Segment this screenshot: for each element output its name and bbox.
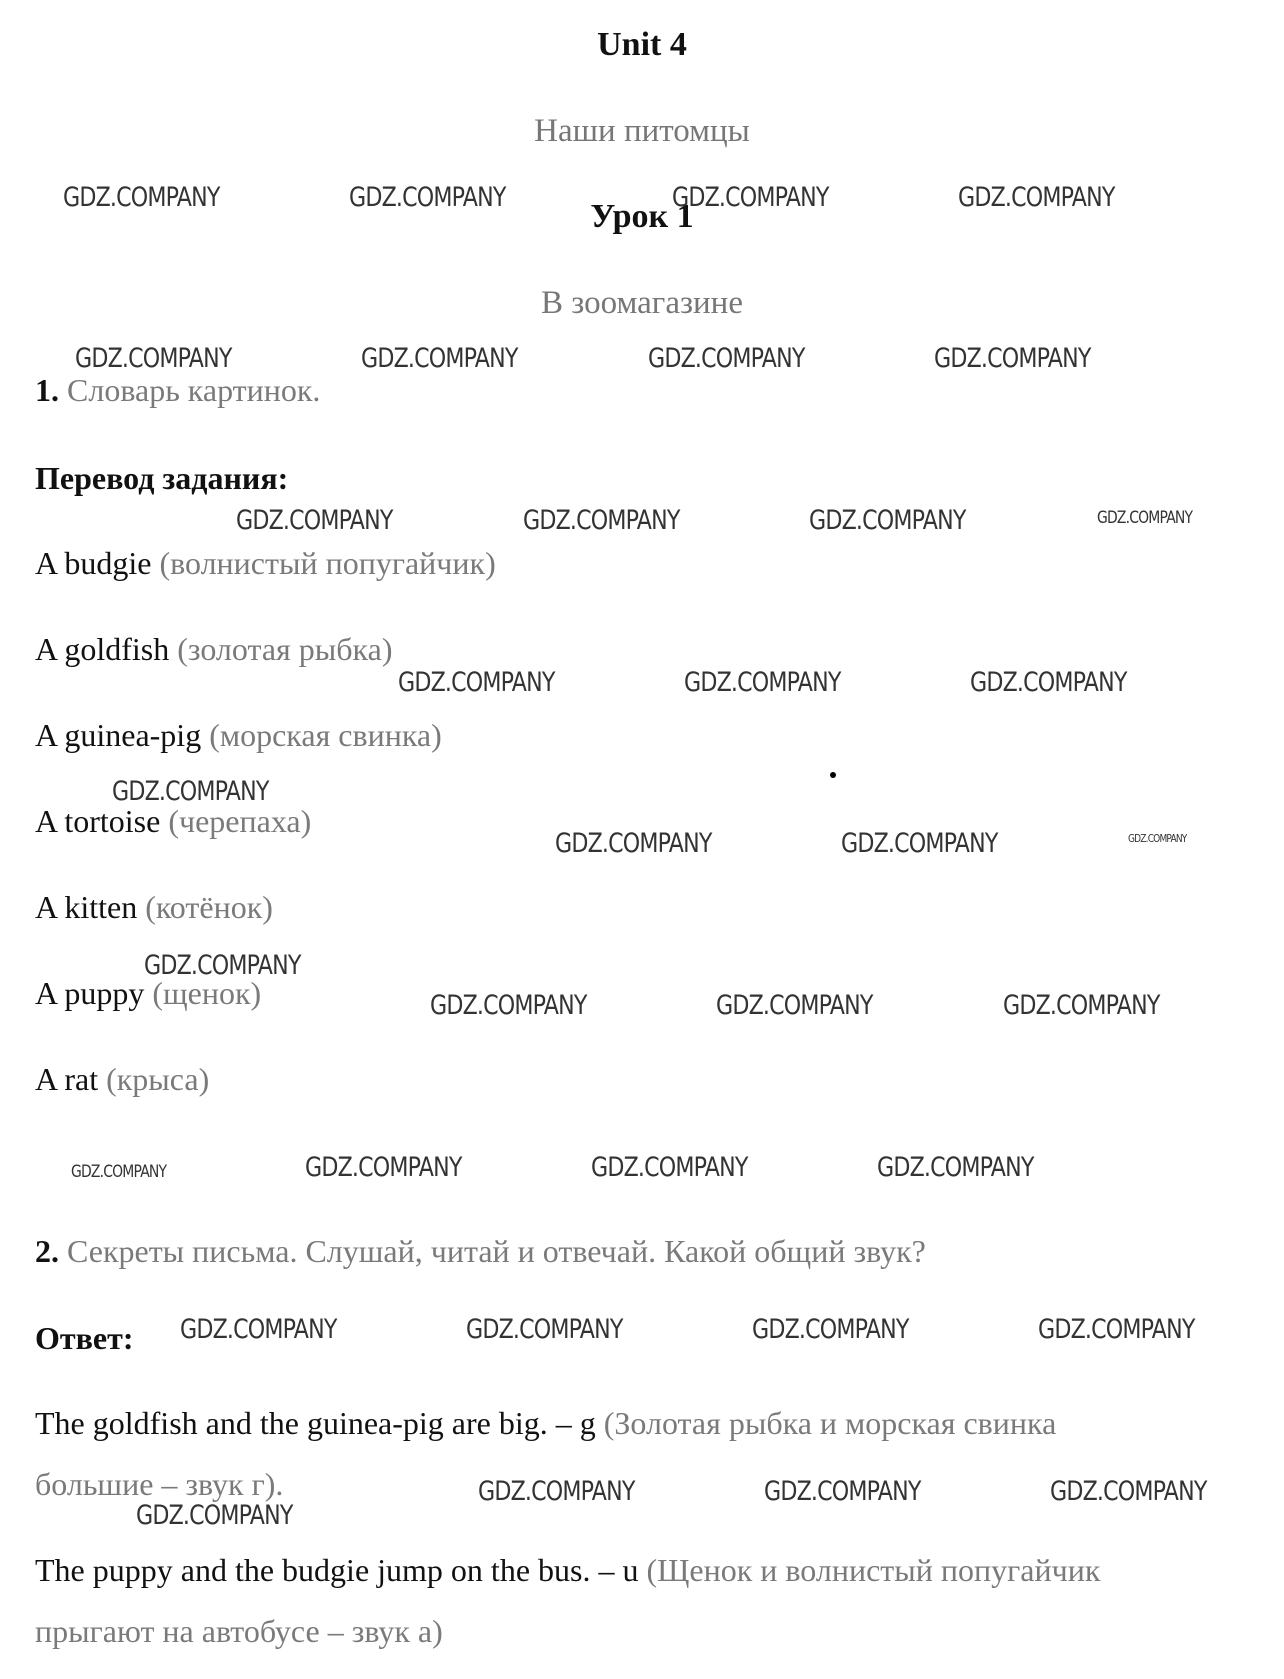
vocab-item bbox=[35, 889, 273, 926]
vocab-en: A rat bbox=[35, 1061, 99, 1097]
vocab-en: A puppy bbox=[35, 975, 145, 1011]
answer-line bbox=[35, 1552, 1100, 1589]
watermark: GDZ.COMPANY bbox=[1097, 508, 1193, 528]
watermark: GDZ.COMPANY bbox=[478, 1476, 635, 1507]
vocab-item bbox=[35, 717, 442, 754]
answer-ru-continued: прыгают на автобусе – звук а) bbox=[35, 1613, 443, 1649]
lesson-subtitle: В зоомагазине bbox=[541, 285, 743, 321]
watermark: GDZ.COMPANY bbox=[648, 343, 805, 374]
answer-en: The goldfish and the guinea-pig are big. – g bbox=[35, 1405, 596, 1441]
task1-heading bbox=[35, 372, 320, 409]
watermark: GDZ.COMPANY bbox=[934, 343, 1091, 374]
vocab-en: A guinea-pig bbox=[35, 717, 202, 753]
watermark: GDZ.COMPANY bbox=[841, 828, 998, 859]
vocab-ru: (крыса) bbox=[106, 1061, 210, 1097]
watermark: GDZ.COMPANY bbox=[1038, 1314, 1195, 1345]
task1-number: 1. bbox=[35, 372, 59, 408]
watermark: GDZ.COMPANY bbox=[466, 1314, 623, 1345]
watermark: GDZ.COMPANY bbox=[349, 182, 506, 213]
watermark: GDZ.COMPANY bbox=[555, 828, 712, 859]
watermark: GDZ.COMPANY bbox=[764, 1476, 921, 1507]
watermark: GDZ.COMPANY bbox=[877, 1152, 1034, 1183]
vocab-en: A kitten bbox=[35, 889, 138, 925]
vocab-en: A goldfish bbox=[35, 631, 170, 667]
answer-ru: (Золотая рыбка и морская свинка bbox=[603, 1405, 1057, 1441]
watermark: GDZ.COMPANY bbox=[71, 1162, 167, 1182]
watermark: GDZ.COMPANY bbox=[63, 182, 220, 213]
unit-subtitle: Наши питомцы bbox=[534, 113, 750, 149]
answer-line bbox=[35, 1405, 1056, 1442]
watermark: GDZ.COMPANY bbox=[684, 667, 841, 698]
vocab-ru: (морская свинка) bbox=[209, 717, 442, 753]
watermark: GDZ.COMPANY bbox=[1050, 1476, 1207, 1507]
watermark: GDZ.COMPANY bbox=[144, 950, 301, 981]
watermark: GDZ.COMPANY bbox=[236, 505, 393, 536]
vocab-ru: (щенок) bbox=[152, 975, 262, 1011]
watermark: GDZ.COMPANY bbox=[180, 1314, 337, 1345]
vocab-item bbox=[35, 545, 496, 582]
watermark: GDZ.COMPANY bbox=[398, 667, 555, 698]
watermark: GDZ.COMPANY bbox=[523, 505, 680, 536]
watermark: GDZ.COMPANY bbox=[970, 667, 1127, 698]
watermark: GDZ.COMPANY bbox=[591, 1152, 748, 1183]
vocab-en: A budgie bbox=[35, 545, 152, 581]
vocab-ru: (золотая рыбка) bbox=[177, 631, 393, 667]
task1-text: Словарь картинок. bbox=[67, 372, 321, 408]
watermark: GDZ.COMPANY bbox=[430, 990, 587, 1021]
vocab-item bbox=[35, 803, 311, 840]
vocab-ru: (котёнок) bbox=[145, 889, 273, 925]
answer-ru: (Щенок и волнистый попугайчик bbox=[646, 1552, 1101, 1588]
stray-dot bbox=[830, 772, 836, 778]
vocab-item bbox=[35, 1061, 209, 1098]
watermark: GDZ.COMPANY bbox=[958, 182, 1115, 213]
task2-heading bbox=[35, 1233, 926, 1270]
vocab-item bbox=[35, 631, 392, 668]
lesson-title: Урок 1 bbox=[590, 198, 694, 235]
watermark: GDZ.COMPANY bbox=[361, 343, 518, 374]
vocab-ru: (волнистый попугайчик) bbox=[159, 545, 496, 581]
watermark: GDZ.COMPANY bbox=[136, 1500, 293, 1531]
watermark: GDZ.COMPANY bbox=[112, 776, 269, 807]
watermark: GDZ.COMPANY bbox=[716, 990, 873, 1021]
translation-heading: Перевод задания: bbox=[35, 460, 289, 496]
watermark: GDZ.COMPANY bbox=[672, 182, 829, 213]
watermark: GDZ.COMPANY bbox=[1003, 990, 1160, 1021]
watermark: GDZ.COMPANY bbox=[809, 505, 966, 536]
answer-ru-continued: большие – звук г). bbox=[35, 1466, 284, 1502]
watermark: GDZ.COMPANY bbox=[305, 1152, 462, 1183]
unit-title: Unit 4 bbox=[597, 26, 687, 63]
task2-number: 2. bbox=[35, 1233, 59, 1269]
answer-en: The puppy and the budgie jump on the bus. – u bbox=[35, 1552, 639, 1588]
task2-text: Секреты письма. Слушай, читай и отвечай. Какой общий звук? bbox=[67, 1233, 926, 1269]
watermark: GDZ.COMPANY bbox=[752, 1314, 909, 1345]
vocab-ru: (черепаха) bbox=[168, 803, 312, 839]
answer-heading: Ответ: bbox=[35, 1320, 134, 1356]
vocab-en: A tortoise bbox=[35, 803, 161, 839]
watermark: GDZ.COMPANY bbox=[1128, 832, 1187, 845]
watermark: GDZ.COMPANY bbox=[75, 343, 232, 374]
